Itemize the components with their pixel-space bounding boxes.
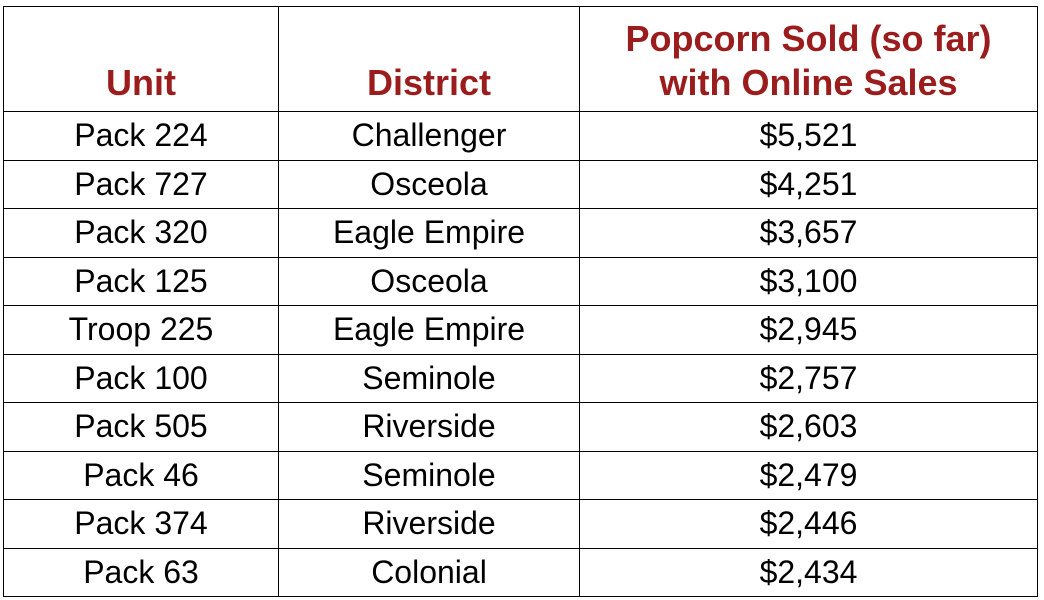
district-cell: Eagle Empire — [279, 306, 580, 355]
table-body — [4, 112, 1038, 597]
unit-cell: Troop 225 — [4, 306, 279, 355]
sales-cell: $2,434 — [580, 548, 1038, 597]
table-row — [4, 500, 1038, 549]
unit-cell: Pack 46 — [4, 451, 279, 500]
sales-cell: $2,446 — [580, 500, 1038, 549]
unit-cell: Pack 100 — [4, 354, 279, 403]
unit-cell: Pack 374 — [4, 500, 279, 549]
sales-cell: $4,251 — [580, 160, 1038, 209]
unit-cell: Pack 125 — [4, 257, 279, 306]
sales-cell: $2,945 — [580, 306, 1038, 355]
district-cell: Seminole — [279, 354, 580, 403]
district-cell: Riverside — [279, 500, 580, 549]
table-row — [4, 354, 1038, 403]
popcorn-sales-table — [3, 6, 1038, 597]
unit-cell: Pack 505 — [4, 403, 279, 452]
table-header — [4, 7, 1038, 112]
table-row — [4, 160, 1038, 209]
district-cell: Riverside — [279, 403, 580, 452]
sales-cell: $2,479 — [580, 451, 1038, 500]
table-row — [4, 257, 1038, 306]
sales-cell: $3,100 — [580, 257, 1038, 306]
sales-cell: $3,657 — [580, 209, 1038, 258]
district-cell: Challenger — [279, 112, 580, 161]
table-row — [4, 112, 1038, 161]
table-row — [4, 306, 1038, 355]
column-header-popcorn-sold — [580, 7, 1038, 112]
table-row — [4, 403, 1038, 452]
unit-cell: Pack 224 — [4, 112, 279, 161]
unit-cell: Pack 727 — [4, 160, 279, 209]
district-cell: Seminole — [279, 451, 580, 500]
district-cell: Osceola — [279, 257, 580, 306]
column-header-popcorn-sold-line2: with Online Sales — [659, 62, 958, 103]
column-header-district: District — [279, 7, 580, 112]
column-header-unit: Unit — [4, 7, 279, 112]
column-header-popcorn-sold-line1: Popcorn Sold (so far) — [625, 18, 992, 59]
table-row — [4, 548, 1038, 597]
unit-cell: Pack 63 — [4, 548, 279, 597]
sales-cell: $5,521 — [580, 112, 1038, 161]
district-cell: Eagle Empire — [279, 209, 580, 258]
district-cell: Osceola — [279, 160, 580, 209]
table-row — [4, 209, 1038, 258]
district-cell: Colonial — [279, 548, 580, 597]
sales-cell: $2,603 — [580, 403, 1038, 452]
sales-cell: $2,757 — [580, 354, 1038, 403]
header-row — [4, 7, 1038, 112]
table-row — [4, 451, 1038, 500]
unit-cell: Pack 320 — [4, 209, 279, 258]
